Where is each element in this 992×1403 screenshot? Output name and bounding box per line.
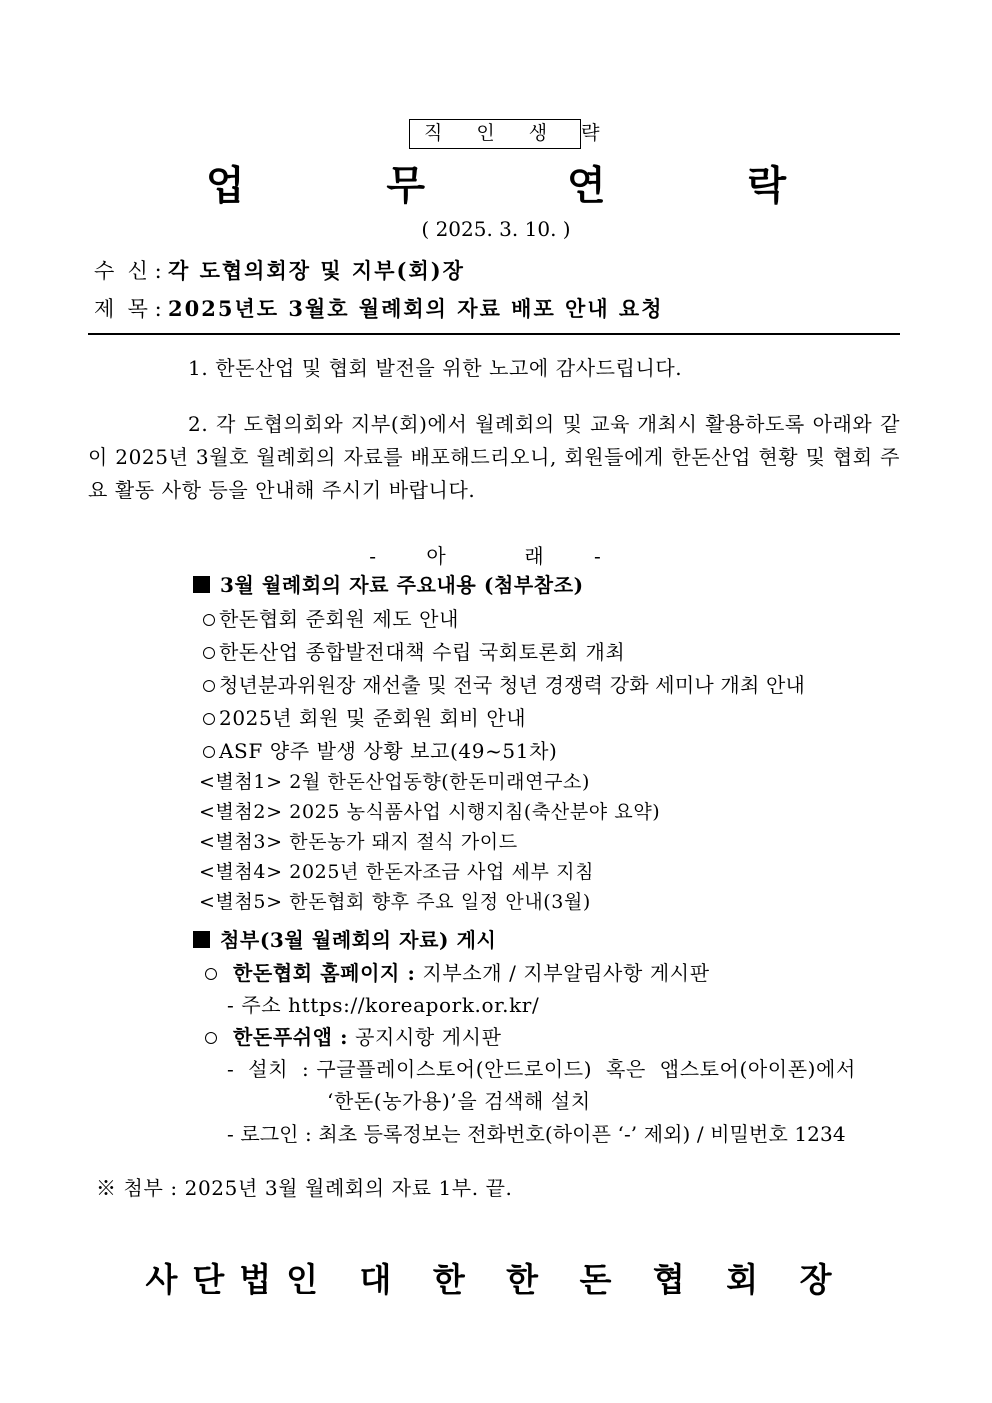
header-divider xyxy=(88,333,900,335)
attachment-item-4: <별첨4> 2025년 한돈자조금 사업 세부 지침 xyxy=(199,861,595,883)
list-item xyxy=(203,702,526,734)
circle-bullet-icon xyxy=(203,713,215,725)
install-value: 구글플레이스토어(안드로이드) 혹은 앱스토어(아이폰)에서 xyxy=(316,1057,856,1081)
list-item xyxy=(203,735,557,767)
attachment-item-1: <별첨1> 2월 한돈산업동향(한돈미래연구소) xyxy=(199,771,590,793)
body-paragraph-2: 2. 각 도협의회와 지부(회)에서 월례회의 및 교육 개최시 활용하도록 아래와 같이 2025년 3월호 월례회의 자료를 배포해드리오니, 회원들에게 한돈산업 현황 및 협회 주요 활동 사항 등을 안내해 주시기 바랍니다. xyxy=(88,412,900,502)
list-item-text: 한돈협회 준회원 제도 안내 xyxy=(219,607,459,631)
subject-line xyxy=(94,294,664,324)
homepage-address: - 주소 https://koreapork.or.kr/ xyxy=(227,993,540,1017)
circle-bullet-icon xyxy=(203,614,215,626)
recipient-line xyxy=(94,256,465,286)
attachment-item-3: <별첨3> 한돈농가 돼지 절식 가이드 xyxy=(199,831,518,853)
subject-value: 2025년도 3월호 월례회의 자료 배포 안내 요청 xyxy=(168,296,664,321)
app-line xyxy=(205,1021,502,1053)
body-paragraph-1: 1. 한돈산업 및 협회 발전을 위한 노고에 감사드립니다. xyxy=(188,356,683,380)
list-item-text: 2025년 회원 및 준회원 회비 안내 xyxy=(219,706,527,730)
homepage-value: 지부소개 / 지부알림사항 게시판 xyxy=(422,961,710,985)
section1-heading xyxy=(193,569,584,601)
app-label: 한돈푸쉬앱 : xyxy=(233,1025,349,1049)
login-line: - 로그인 : 최초 등록정보는 전화번호(하이픈 ‘-’ 제외) / 비밀번호 1234 xyxy=(227,1122,846,1146)
document-title: 업 무 연 락 xyxy=(205,162,851,209)
section2-heading xyxy=(193,924,496,956)
section2-heading-text: 첨부(3월 월례회의 자료) 게시 xyxy=(220,928,497,952)
recipient-value: 각 도협의회장 및 지부(회)장 xyxy=(168,258,465,283)
attachment-note: ※ 첨부 : 2025년 3월 월례회의 자료 1부. 끝. xyxy=(96,1176,513,1200)
notice-heading: - 아 래 - xyxy=(369,544,623,568)
signer-name: 사단법인 대 한 한 돈 협 회 장 xyxy=(145,1260,847,1299)
list-item xyxy=(203,669,805,701)
install-line-2: ‘한돈(농가용)’을 검색해 설치 xyxy=(327,1089,591,1113)
circle-bullet-icon xyxy=(203,746,215,758)
square-bullet-icon xyxy=(193,576,210,593)
list-item xyxy=(203,636,625,668)
install-line xyxy=(227,1053,856,1085)
homepage-label: 한돈협회 홈페이지 : xyxy=(233,961,416,985)
install-label: - 설치 : xyxy=(227,1057,310,1081)
seal-omitted-stamp: 직 인 생 략 xyxy=(409,119,581,149)
app-value: 공지시항 게시판 xyxy=(355,1025,502,1049)
list-item-text: ASF 양주 발생 상황 보고(49~51차) xyxy=(219,739,558,763)
homepage-line xyxy=(205,957,710,989)
circle-bullet-icon xyxy=(203,680,215,692)
list-item-text: 한돈산업 종합발전대책 수립 국회토론회 개최 xyxy=(219,640,626,664)
circle-bullet-icon xyxy=(205,968,217,980)
circle-bullet-icon xyxy=(205,1032,217,1044)
list-item xyxy=(203,603,459,635)
circle-bullet-icon xyxy=(203,647,215,659)
list-item-text: 청년분과위원장 재선출 및 전국 청년 경쟁력 강화 세미나 개최 안내 xyxy=(219,673,806,697)
section1-heading-text: 3월 월례회의 자료 주요내용 (첨부참조) xyxy=(220,573,584,597)
square-bullet-icon xyxy=(193,931,210,948)
subject-label: 제 목 : xyxy=(94,297,162,321)
attachment-item-2: <별첨2> 2025 농식품사업 시행지침(축산분야 요약) xyxy=(199,801,661,823)
document-date: ( 2025. 3. 10. ) xyxy=(421,217,571,241)
attachment-item-5: <별첨5> 한돈협회 향후 주요 일정 안내(3월) xyxy=(199,891,591,913)
recipient-label: 수 신 : xyxy=(94,259,162,283)
